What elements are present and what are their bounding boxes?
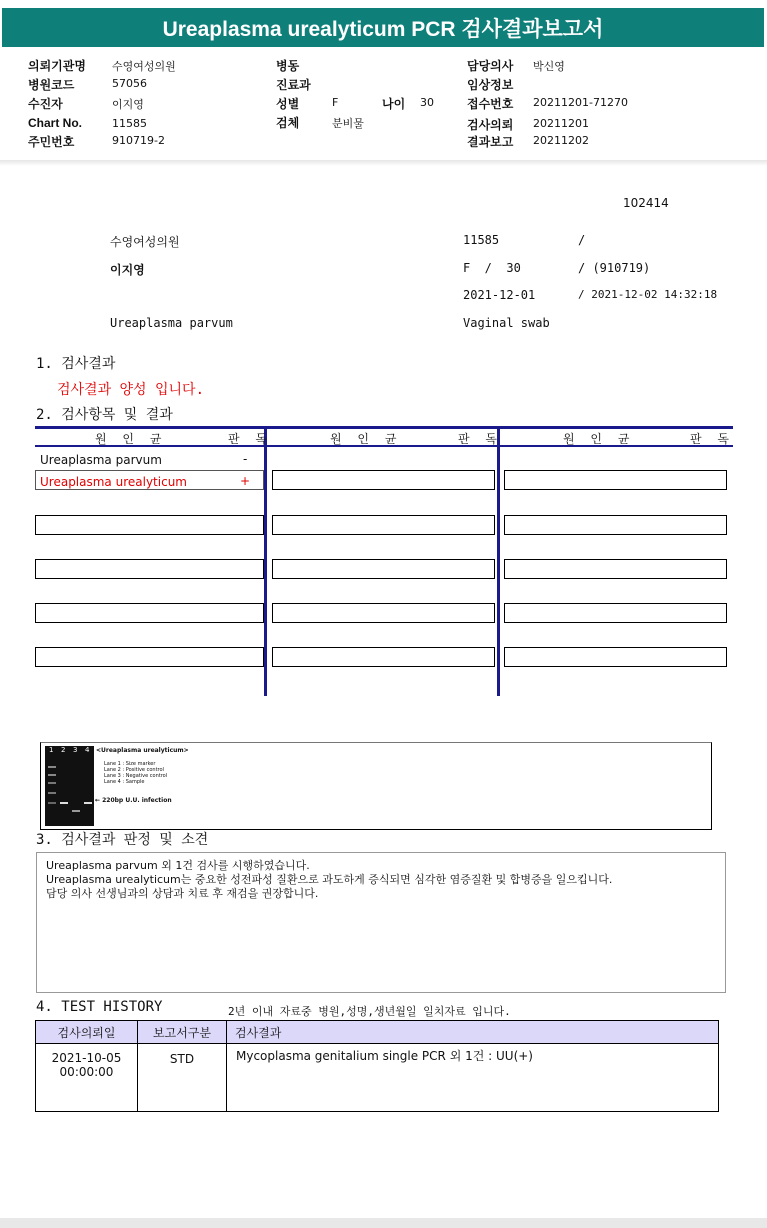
col-header-organism: 원 인 균 — [563, 432, 636, 446]
slip-hospital: 수영여성의원 — [110, 235, 180, 249]
header-label: Chart No. — [28, 116, 82, 130]
history-note: 2년 이내 자료중 병원,성명,생년월일 일치자료 입니다. — [228, 1005, 511, 1018]
result-empty-cell — [272, 470, 495, 490]
history-result: Mycoplasma genitalium single PCR 외 1건 : UU(+) — [227, 1044, 719, 1112]
header-label: 주민번호 — [28, 135, 75, 149]
comment-line: Ureaplasma parvum 외 1건 검사를 시행하였습니다. — [46, 859, 310, 872]
section4-heading: 4. TEST HISTORY — [36, 999, 163, 1015]
col-header-organism: 원 인 균 — [330, 432, 403, 446]
gel-band — [48, 802, 56, 804]
history-date-cell — [36, 1044, 138, 1112]
history-type: STD — [138, 1044, 227, 1112]
slip-reported: / 2021-12-02 14:32:18 — [578, 288, 718, 301]
result-empty-cell — [35, 559, 264, 579]
header-value: 20211201-71270 — [533, 96, 628, 109]
header-label: 진료과 — [276, 78, 311, 92]
slip-organism: Ureaplasma parvum — [110, 316, 233, 330]
header-label: 수진자 — [28, 97, 63, 111]
header-value: 20211202 — [533, 134, 589, 147]
header-value: 57056 — [112, 77, 147, 90]
gel-band — [48, 792, 56, 794]
slip-slash: / — [578, 233, 586, 247]
gel-band — [60, 802, 68, 804]
result-empty-cell — [272, 603, 495, 623]
gel-band — [48, 766, 56, 768]
header-value: 분비물 — [332, 117, 364, 130]
slip-sex-age: F / 30 — [463, 261, 521, 275]
result-row-value: - — [243, 452, 248, 466]
header-label: 병원코드 — [28, 78, 75, 92]
gel-band — [72, 810, 80, 812]
results-col-divider — [497, 426, 500, 696]
gel-band — [84, 802, 92, 804]
gel-legend: Lane 1 : Size marker — [104, 761, 156, 767]
gel-lane-number: 4 — [85, 746, 90, 754]
history-col-header: 검사결과 — [227, 1021, 719, 1044]
header-label: 결과보고 — [467, 135, 514, 149]
col-header-judge: 판 독 — [228, 432, 273, 446]
result-empty-cell — [35, 515, 264, 535]
header-label: 검체 — [276, 116, 300, 130]
history-date: 2021-10-05 — [51, 1051, 122, 1065]
section2-heading: 2. 검사항목 및 결과 — [36, 407, 173, 423]
history-col-header: 보고서구분 — [138, 1021, 227, 1044]
result-empty-cell — [272, 647, 495, 667]
gel-figure-box — [40, 742, 712, 830]
slip-specimen: Vaginal swab — [463, 316, 550, 330]
result-empty-cell — [35, 647, 264, 667]
result-empty-cell — [504, 470, 727, 490]
gel-title: <Ureaplasma urealyticum> — [96, 747, 189, 754]
gel-legend: Lane 4 : Sample — [104, 779, 145, 785]
gel-lane-number: 1 — [49, 746, 54, 754]
slip-patient: 이지영 — [110, 263, 145, 277]
slip-number: 102414 — [623, 196, 669, 210]
header-label: 접수번호 — [467, 97, 514, 111]
result-empty-cell — [504, 603, 727, 623]
gel-band-label: ← 220bp U.U. infection — [95, 797, 172, 804]
header-divider — [0, 160, 767, 166]
header-value: 30 — [420, 96, 434, 109]
col-header-judge: 판 독 — [690, 432, 735, 446]
gel-legend: Lane 2 : Positive control — [104, 767, 164, 773]
header-value: 박신영 — [533, 60, 565, 73]
result-empty-cell — [504, 515, 727, 535]
comment-line: Ureaplasma urealyticum는 중요한 성전파성 질환으로 과도하게 증식되면 심각한 염증질환 및 합병증을 일으킵니다. — [46, 873, 613, 886]
header-label: 담당의사 — [467, 59, 514, 73]
section1-heading: 1. 검사결과 — [36, 356, 116, 372]
slip-birth: / (910719) — [578, 261, 651, 275]
result-empty-cell — [272, 515, 495, 535]
history-time: 00:00:00 — [59, 1065, 114, 1079]
section3-heading: 3. 검사결과 판정 및 소견 — [36, 832, 209, 848]
col-header-judge: 판 독 — [458, 432, 503, 446]
header-label: 성별 — [276, 97, 300, 111]
header-value: 11585 — [112, 117, 147, 130]
result-row-name: Ureaplasma parvum — [40, 453, 162, 467]
result-empty-cell — [35, 603, 264, 623]
result-row-value: + — [240, 474, 251, 488]
results-col-divider — [264, 426, 267, 696]
gel-lane-number: 2 — [61, 746, 66, 754]
header-label: 나이 — [382, 97, 406, 111]
header-value: 910719-2 — [112, 134, 165, 147]
gel-lane-number: 3 — [73, 746, 78, 754]
comment-line: 담당 의사 선생님과의 상담과 치료 후 재검을 권장합니다. — [46, 887, 319, 900]
gel-band — [48, 782, 56, 784]
results-table-top-border — [35, 426, 733, 429]
section1-result: 검사결과 양성 입니다. — [57, 382, 205, 398]
col-header-organism: 원 인 균 — [95, 432, 168, 446]
header-label: 의뢰기관명 — [28, 59, 86, 73]
history-col-header: 검사의뢰일 — [36, 1021, 138, 1044]
result-empty-cell — [504, 647, 727, 667]
result-empty-cell — [504, 559, 727, 579]
bottom-bar — [0, 1218, 767, 1228]
header-label: 검사의뢰 — [467, 118, 514, 132]
gel-legend: Lane 3 : Negative control — [104, 773, 168, 779]
header-label: 임상정보 — [467, 78, 514, 92]
gel-band — [48, 774, 56, 776]
header-value: 20211201 — [533, 117, 589, 130]
report-title: Ureaplasma urealyticum PCR 검사결과보고서 — [2, 8, 764, 47]
header-value: F — [332, 96, 339, 109]
header-value: 수영여성의원 — [112, 60, 176, 73]
comment-box — [36, 852, 726, 993]
header-label: 병동 — [276, 59, 300, 73]
slip-received: 2021-12-01 — [463, 288, 536, 302]
result-row-name: Ureaplasma urealyticum — [40, 475, 187, 489]
result-empty-cell — [272, 559, 495, 579]
gel-image — [45, 746, 94, 826]
slip-chart: 11585 — [463, 233, 500, 247]
header-value: 이지영 — [112, 98, 144, 111]
table-row — [36, 1044, 719, 1112]
history-table — [35, 1020, 719, 1112]
